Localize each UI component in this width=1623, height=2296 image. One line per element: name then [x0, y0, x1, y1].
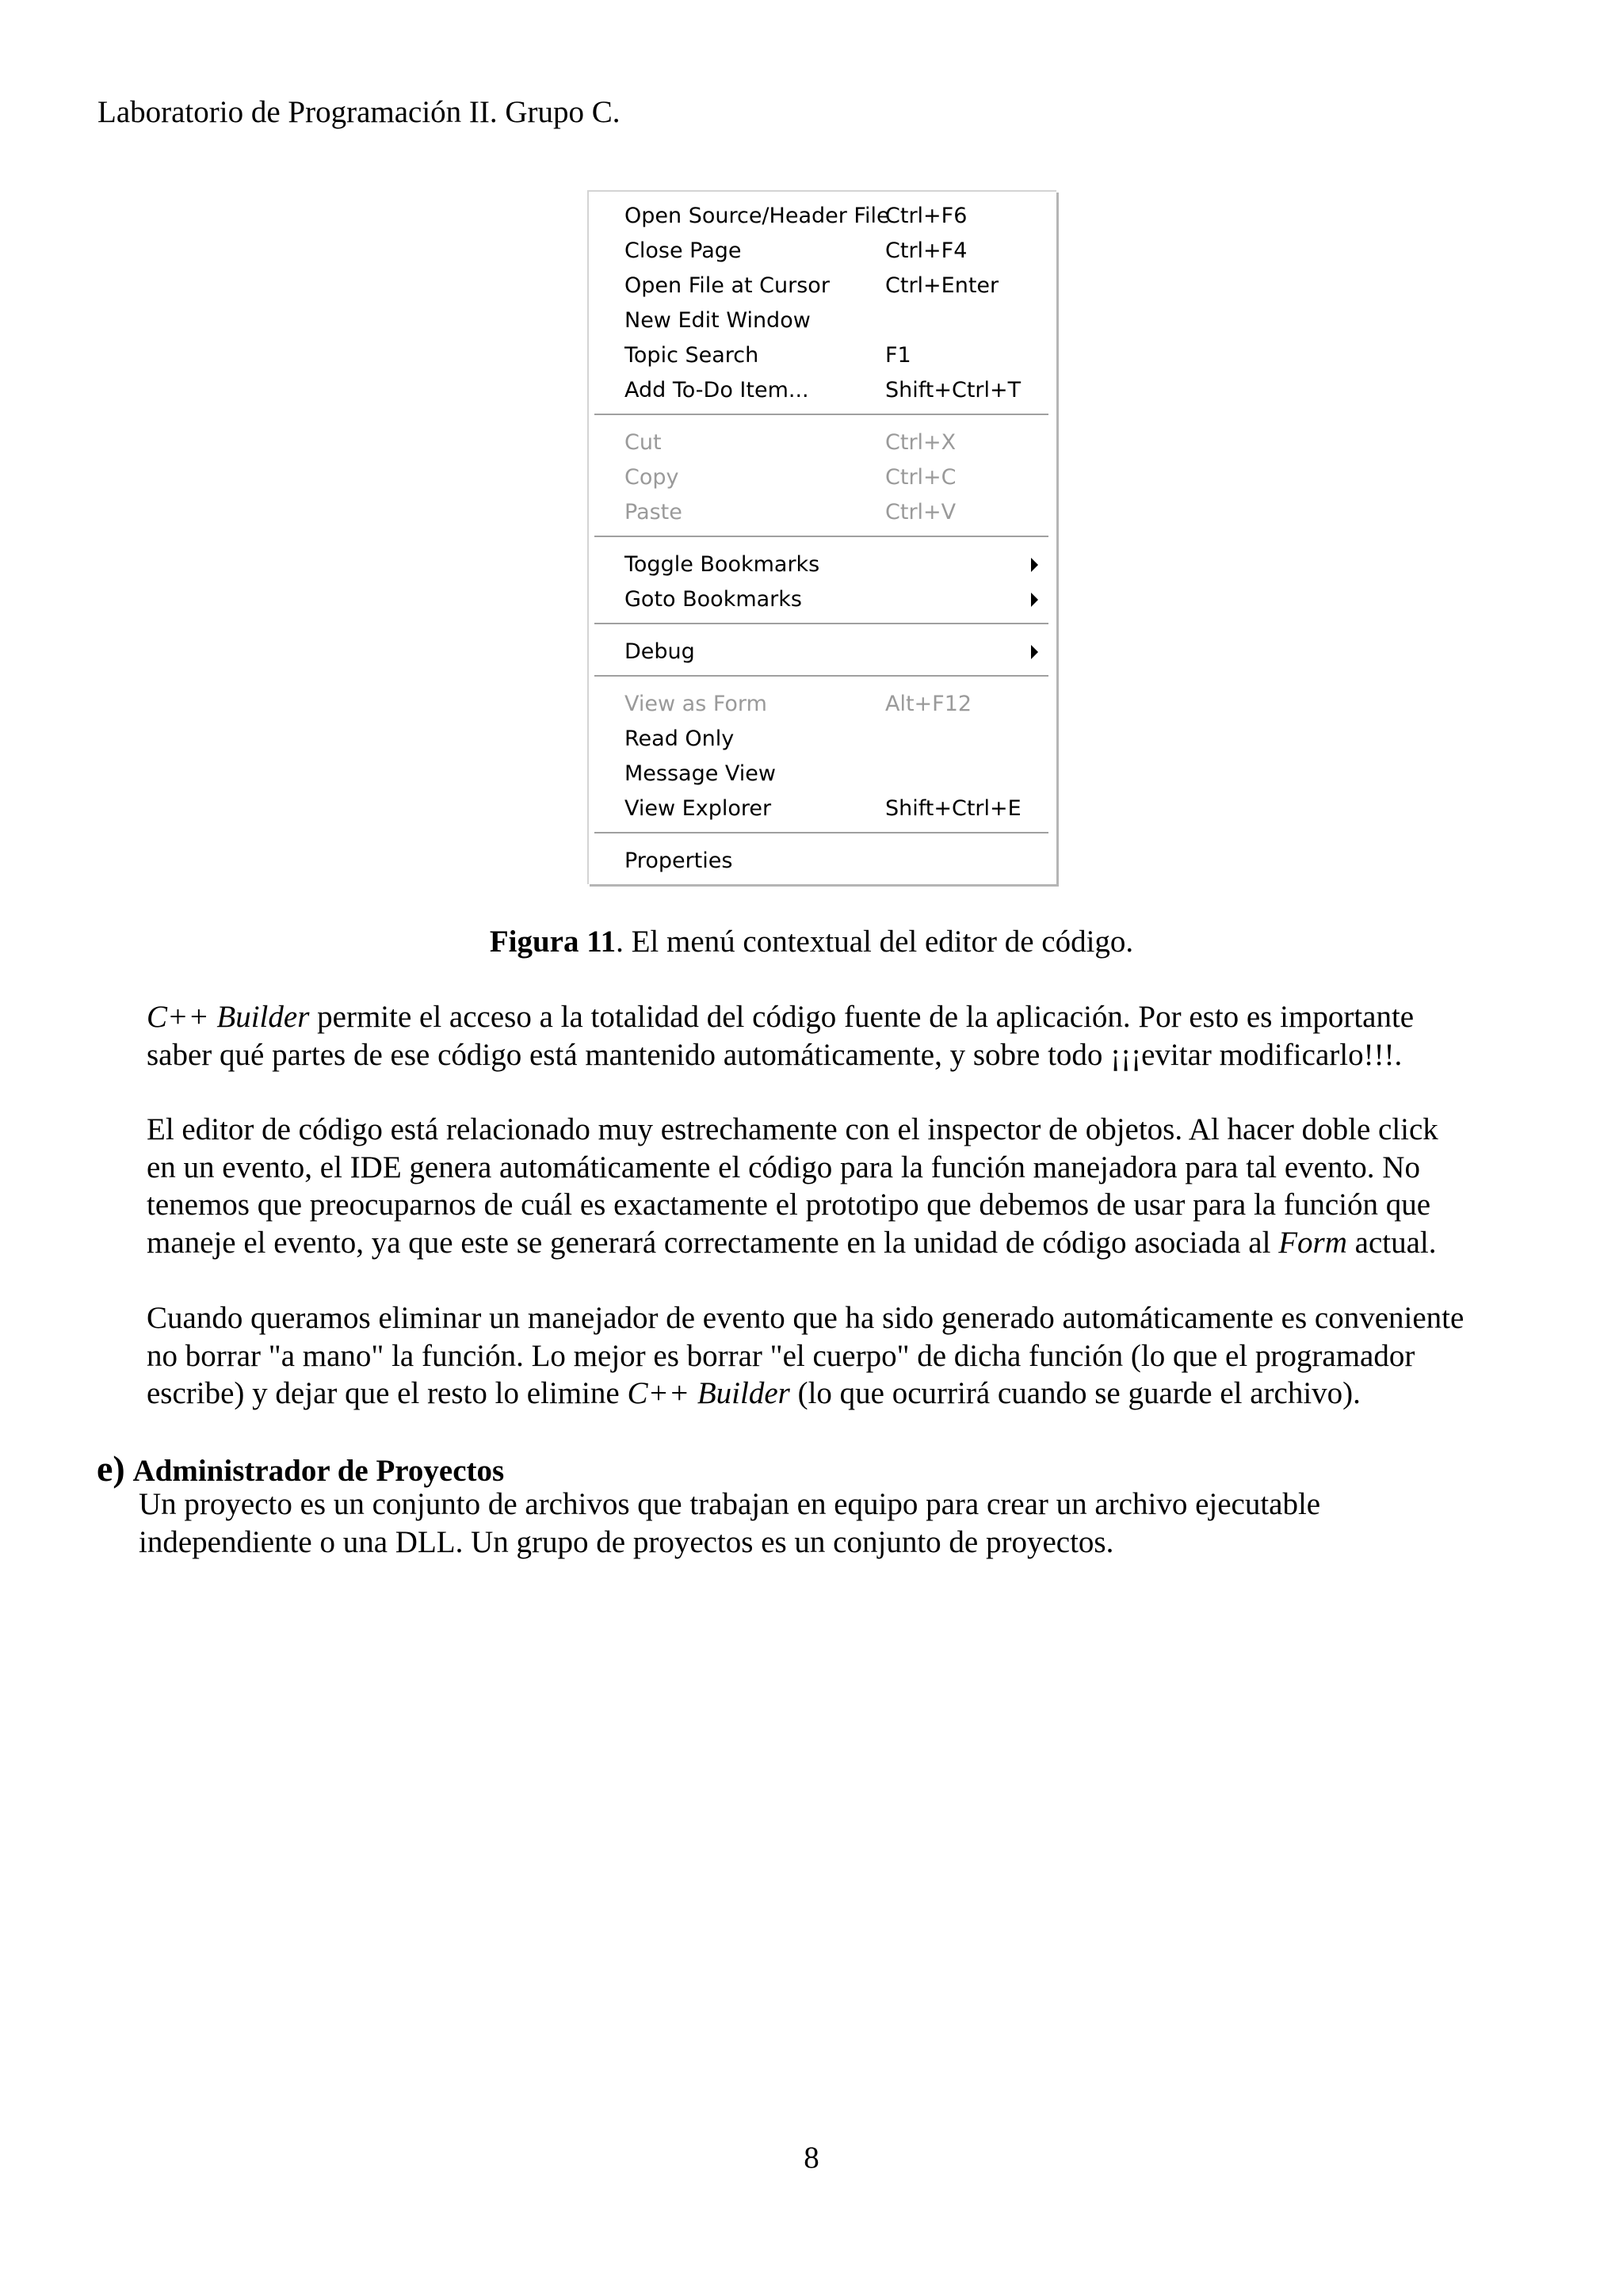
menu-separator	[594, 623, 1048, 625]
menu-item-label: Close Page	[624, 238, 742, 263]
text-span: actual.	[1346, 1225, 1437, 1260]
menu-item-new-edit-window[interactable]	[589, 304, 1056, 339]
menu-separator	[594, 832, 1048, 834]
figure-caption-text: . El menú contextual del editor de código.	[616, 925, 1134, 959]
section-title: Administrador de Proyectos	[132, 1454, 505, 1488]
menu-item-label: Goto Bookmarks	[624, 587, 802, 612]
menu-item-shortcut: Shift+Ctrl+E	[885, 796, 1022, 821]
submenu-arrow-icon	[1031, 558, 1038, 572]
menu-item-add-to-do-item[interactable]	[589, 374, 1056, 409]
menu-item-label: Message View	[624, 761, 776, 786]
menu-separator	[594, 536, 1048, 538]
menu-item-view-as-form	[589, 688, 1056, 723]
section-letter: e)	[97, 1448, 125, 1489]
menu-item-label: Copy	[624, 465, 679, 490]
menu-item-properties[interactable]	[589, 845, 1056, 879]
form-term: Form	[1278, 1225, 1347, 1260]
text-line: independiente o una DLL. Un grupo de proyectos es un conjunto de proyectos.	[139, 1524, 1114, 1559]
menu-item-shortcut: Shift+Ctrl+T	[885, 378, 1022, 402]
text-line: El editor de código está relacionado muy estrechamente con el inspector de objetos. Al hacer doble click	[147, 1112, 1438, 1146]
menu-item-open-source-header-file[interactable]	[589, 200, 1056, 235]
menu-item-shortcut: Ctrl+C	[885, 465, 957, 490]
paragraph-2	[147, 1111, 1557, 1261]
context-menu	[587, 190, 1056, 884]
page-number: 8	[804, 2141, 819, 2175]
menu-item-topic-search[interactable]	[589, 339, 1056, 374]
paragraph-3	[147, 1299, 1557, 1413]
text-line: tenemos que preocuparnos de cuál es exactamente el prototipo que debemos de usar para la función que	[147, 1188, 1431, 1222]
menu-item-shortcut: Ctrl+V	[885, 500, 957, 524]
submenu-arrow-icon	[1031, 593, 1038, 607]
menu-item-label: Read Only	[624, 727, 735, 751]
menu-item-shortcut: Alt+F12	[885, 692, 972, 716]
menu-separator	[594, 414, 1048, 416]
text-line	[147, 998, 1557, 1036]
menu-item-debug[interactable]	[589, 635, 1056, 670]
menu-item-label: Properties	[624, 849, 733, 873]
menu-item-toggle-bookmarks[interactable]	[589, 548, 1056, 583]
section-body	[139, 1486, 1320, 1561]
text-span: (lo que ocurrirá cuando se guarde el archivo).	[789, 1376, 1361, 1410]
menu-item-shortcut: F1	[885, 343, 911, 368]
menu-item-label: View Explorer	[624, 796, 772, 821]
menu-item-goto-bookmarks[interactable]	[589, 583, 1056, 618]
menu-item-label: Open Source/Header File	[624, 204, 890, 228]
text-span: permite el acceso a la totalidad del código fuente de la aplicación. Por esto es importante	[309, 1000, 1415, 1034]
menu-item-close-page[interactable]	[589, 235, 1056, 269]
menu-item-shortcut: Ctrl+F6	[885, 204, 968, 228]
menu-item-label: Cut	[624, 430, 662, 455]
menu-item-message-view[interactable]	[589, 757, 1056, 792]
text-line	[147, 1375, 1557, 1413]
menu-item-label: Toggle Bookmarks	[624, 552, 820, 577]
section-heading	[97, 1450, 504, 1490]
menu-item-open-file-at-cursor[interactable]	[589, 269, 1056, 304]
menu-item-cut	[589, 426, 1056, 461]
text-span: escribe) y dejar que el resto lo elimine	[147, 1376, 628, 1410]
menu-item-copy	[589, 461, 1056, 496]
paragraph-1	[147, 998, 1557, 1074]
text-line	[147, 1224, 1557, 1262]
text-line: Cuando queramos eliminar un manejador de evento que ha sido generado automáticamente es conveniente	[147, 1301, 1465, 1335]
text-span: maneje el evento, ya que este se generará correctamente en la unidad de código asociada al	[147, 1225, 1279, 1260]
menu-item-label: Open File at Cursor	[624, 273, 830, 298]
menu-separator	[594, 675, 1048, 677]
product-name: C++ Builder	[147, 1000, 310, 1034]
text-line: en un evento, el IDE genera automáticamente el código para la función manejadora para tal evento. No	[147, 1150, 1420, 1184]
menu-item-read-only[interactable]	[589, 723, 1056, 757]
menu-item-label: Topic Search	[624, 343, 759, 368]
menu-item-label: New Edit Window	[624, 308, 811, 333]
menu-item-view-explorer[interactable]	[589, 792, 1056, 827]
menu-item-shortcut: Ctrl+X	[885, 430, 957, 455]
text-line: no borrar "a mano" la función. Lo mejor es borrar "el cuerpo" de dicha función (lo que el programador	[147, 1338, 1415, 1373]
menu-item-label: Add To-Do Item...	[624, 378, 809, 402]
text-line: saber qué partes de ese código está mantenido automáticamente, y sobre todo ¡¡¡evitar modificarlo!!!.	[147, 1037, 1403, 1072]
product-name: C++ Builder	[627, 1376, 790, 1410]
page-header: Laboratorio de Programación II. Grupo C.	[97, 95, 621, 129]
text-line: Un proyecto es un conjunto de archivos que trabajan en equipo para crear un archivo ejecutable	[139, 1487, 1321, 1521]
submenu-arrow-icon	[1031, 645, 1038, 659]
figure-caption	[0, 923, 1623, 961]
menu-item-label: Debug	[624, 639, 695, 664]
figure-caption-label: Figura 11	[489, 925, 617, 959]
menu-item-label: View as Form	[624, 692, 767, 716]
menu-item-paste	[589, 496, 1056, 531]
menu-item-shortcut: Ctrl+F4	[885, 238, 968, 263]
menu-item-shortcut: Ctrl+Enter	[885, 273, 999, 298]
menu-item-label: Paste	[624, 500, 682, 524]
